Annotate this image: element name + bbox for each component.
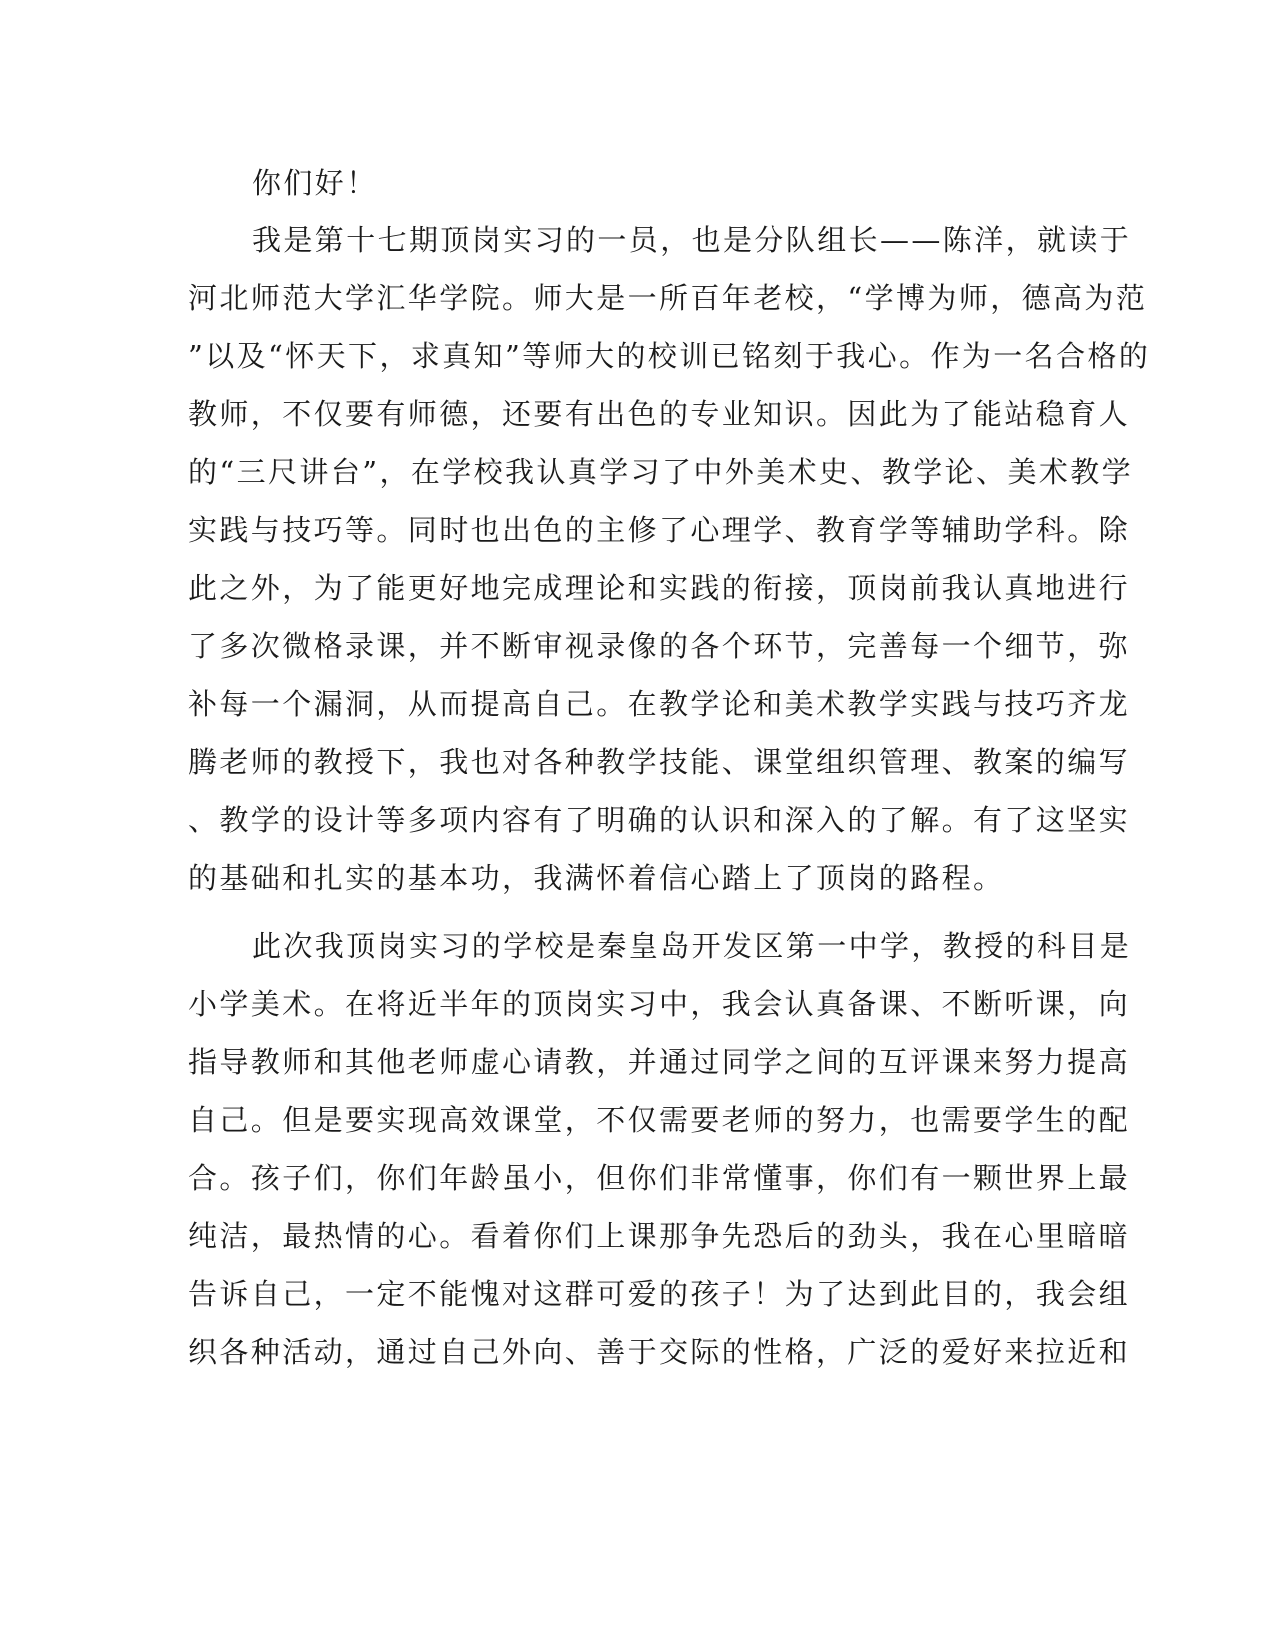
paragraph-2-line-6: 纯洁，最热情的心。看着你们上课那争先恐后的劲头，我在心里暗暗 [188, 1219, 1131, 1253]
paragraph-2-line-3: 指导教师和其他老师虚心请教，并通过同学之间的互评课来努力提高 [188, 1045, 1131, 1079]
paragraph-2-line-5: 合。孩子们，你们年龄虽小，但你们非常懂事，你们有一颗世界上最 [188, 1161, 1131, 1195]
paragraph-1-line-7: 此之外，为了能更好地完成理论和实践的衔接，顶岗前我认真地进行 [188, 571, 1131, 605]
paragraph-2-line-1: 此次我顶岗实习的学校是秦皇岛开发区第一中学，教授的科目是 [252, 929, 1132, 963]
paragraph-2-line-2: 小学美术。在将近半年的顶岗实习中，我会认真备课、不断听课，向 [188, 987, 1131, 1021]
paragraph-1-line-4: 教师，不仅要有师德，还要有出色的专业知识。因此为了能站稳育人 [188, 397, 1131, 431]
paragraph-2-line-7: 告诉自己，一定不能愧对这群可爱的孩子！为了达到此目的，我会组 [188, 1277, 1131, 1311]
paragraph-2-line-4: 自己。但是要实现高效课堂，不仅需要老师的努力，也需要学生的配 [188, 1103, 1131, 1137]
paragraph-1-line-5: 的“三尺讲台”，在学校我认真学习了中外美术史、教学论、美术教学 [188, 455, 1134, 489]
paragraph-1-line-2: 河北师范大学汇华学院。师大是一所百年老校，“学博为师，德高为范 [188, 281, 1148, 315]
paragraph-1-line-12: 的基础和扎实的基本功，我满怀着信心踏上了顶岗的路程。 [188, 861, 1005, 895]
paragraph-1-line-9: 补每一个漏洞，从而提高自己。在教学论和美术教学实践与技巧齐龙 [188, 687, 1131, 721]
paragraph-1-line-6: 实践与技巧等。同时也出色的主修了心理学、教育学等辅助学科。除 [188, 513, 1131, 547]
paragraph-2-line-8: 织各种活动，通过自己外向、善于交际的性格，广泛的爱好来拉近和 [188, 1335, 1131, 1369]
paragraph-1-line-3: ”以及“怀天下，求真知”等师大的校训已铭刻于我心。作为一名合格的 [188, 339, 1151, 373]
paragraph-1-line-8: 了多次微格录课，并不断审视录像的各个环节，完善每一个细节，弥 [188, 629, 1131, 663]
greeting-line: 你们好！ [252, 166, 378, 200]
paragraph-1-line-11: 、教学的设计等多项内容有了明确的认识和深入的了解。有了这坚实 [188, 803, 1131, 837]
paragraph-1-line-10: 腾老师的教授下，我也对各种教学技能、课堂组织管理、教案的编写 [188, 745, 1131, 779]
paragraph-1-line-1: 我是第十七期顶岗实习的一员，也是分队组长——陈洋，就读于 [252, 223, 1132, 257]
